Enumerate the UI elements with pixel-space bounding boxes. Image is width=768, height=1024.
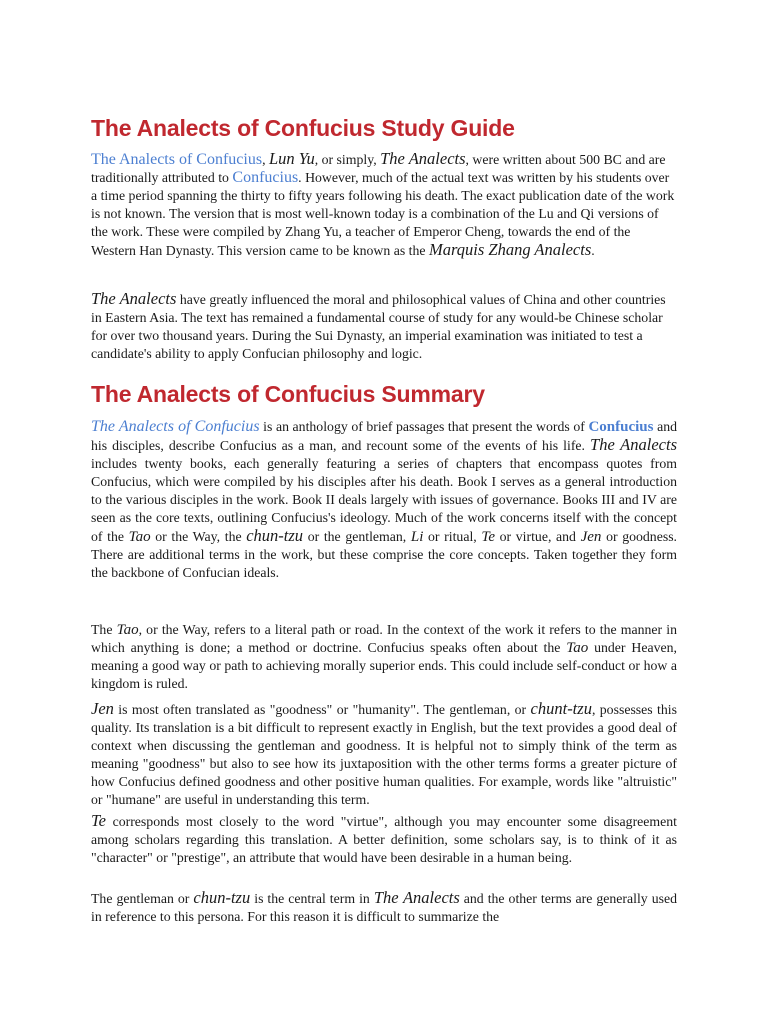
confucius-link[interactable]: Confucius <box>232 169 299 186</box>
the-analects-term: The Analects <box>91 289 177 308</box>
te-term: Te <box>481 529 495 545</box>
summary-paragraph-4: Te corresponds most closely to the word "virtue", although you may encounter some disagreement among scholars regarding this translation. A better definition, some scholars say, is to think of it as "character" or "prestige", an attribute that would have been desirable in a human being. <box>91 811 677 865</box>
the-analects-term: The Analects <box>590 435 677 454</box>
summary-paragraph-5: The gentleman or chun-tzu is the central term in The Analects and the other terms are generally used in reference to this persona. For this reason it is difficult to summarize the <box>91 888 677 924</box>
jen-term: Jen <box>91 699 114 718</box>
chun-tzu-term: chun-tzu <box>246 526 304 545</box>
the-analects-term: The Analects <box>380 149 466 168</box>
marquis-term: Marquis Zhang Analects <box>428 240 592 259</box>
jen-term: Jen <box>580 529 602 545</box>
summary-heading: The Analects of Confucius Summary <box>91 381 485 407</box>
chunt-tzu-term: chunt-tzu <box>530 699 592 718</box>
study-guide-paragraph-2: The Analects have greatly influenced the moral and philosophical values of China and other countries in Eastern Asia. The text has remained a fundamental course of study for any would-be Chinese scholar for over two thousand years. During the Sui Dynasty, an imperial examination was initiated to test a candidate's ability to apply Confucian philosophy and logic. <box>91 289 666 361</box>
the-analects-term: The Analects <box>373 888 460 907</box>
tao-term: Tao <box>566 640 589 656</box>
summary-paragraph-3: Jen is most often translated as "goodness" or "humanity". The gentleman, or chunt-tzu, possesses this quality. Its translation is a bit difficult to represent exactly in English, but the text provides a good deal of context when discussing the gentleman and goodness. It is helpful not to simply think of the term as meaning "goodness" but also to see how its juxtaposition with the other terms forms a greater picture of how Confucius defined goodness and other positive human qualities. For example, words like "altruistic" or "humane" are useful in understanding this term. <box>91 699 677 807</box>
li-term: Li <box>410 529 424 545</box>
summary-paragraph-2: The Tao, or the Way, refers to a literal path or road. In the context of the work it refers to the manner in which anything is done; a method or doctrine. Confucius speaks often about the Tao under Heaven, meaning a good way or path to achieving morally superior ends. This could include self-conduct or how a kingdom is ruled. <box>91 622 677 691</box>
summary-paragraph-1: The Analects of Confucius is an anthology of brief passages that present the words of Confucius and his disciples, describe Confucius as a man, and recount some of the events of his life. The Analects includes twenty books, each generally featuring a series of chapters that encompass quotes from Confucius, which were compiled by his disciples after his death. Book I serves as a general introduction to the various disciples in the work. Book II deals largely with issues of governance. Books III and IV are seen as the core texts, outlining Confucius's ideology. Much of the work concerns itself with the concept of the Tao or the Way, the chun-tzu or the gentleman, Li or ritual, Te or virtue, and Jen or goodness. There are additional terms in the work, but these comprise the core concepts. Taken together they form the backbone of Confucian ideals. <box>91 418 678 580</box>
analects-title-link[interactable]: The Analects of Confucius <box>91 151 263 168</box>
tao-term: Tao <box>116 622 139 638</box>
study-guide-heading: The Analects of Confucius Study Guide <box>91 115 515 141</box>
lun-yu-term: Lun Yu <box>268 149 315 168</box>
study-guide-paragraph-1: The Analects of Confucius, Lun Yu, or simply, The Analects, were written about 500 BC and are traditionally attributed to Confucius. However, much of the actual text was written by his students over a time period spanning the thirty to fifty years following his death. The exact publication date of the work is not known. The version that is most well-known today is a combination of the Lu and Qi versions of the work. These were compiled by Zhang Yu, a teacher of Emperor Cheng, towards the end of the Western Han Dynasty. This version came to be known as the Marquis Zhang Analects. <box>91 149 675 259</box>
tao-term: Tao <box>128 529 151 545</box>
analects-title-link[interactable]: The Analects of Confucius <box>91 418 260 435</box>
confucius-link[interactable]: Confucius <box>588 419 654 435</box>
te-term: Te <box>91 811 106 830</box>
chun-tzu-term: chun-tzu <box>193 888 251 907</box>
